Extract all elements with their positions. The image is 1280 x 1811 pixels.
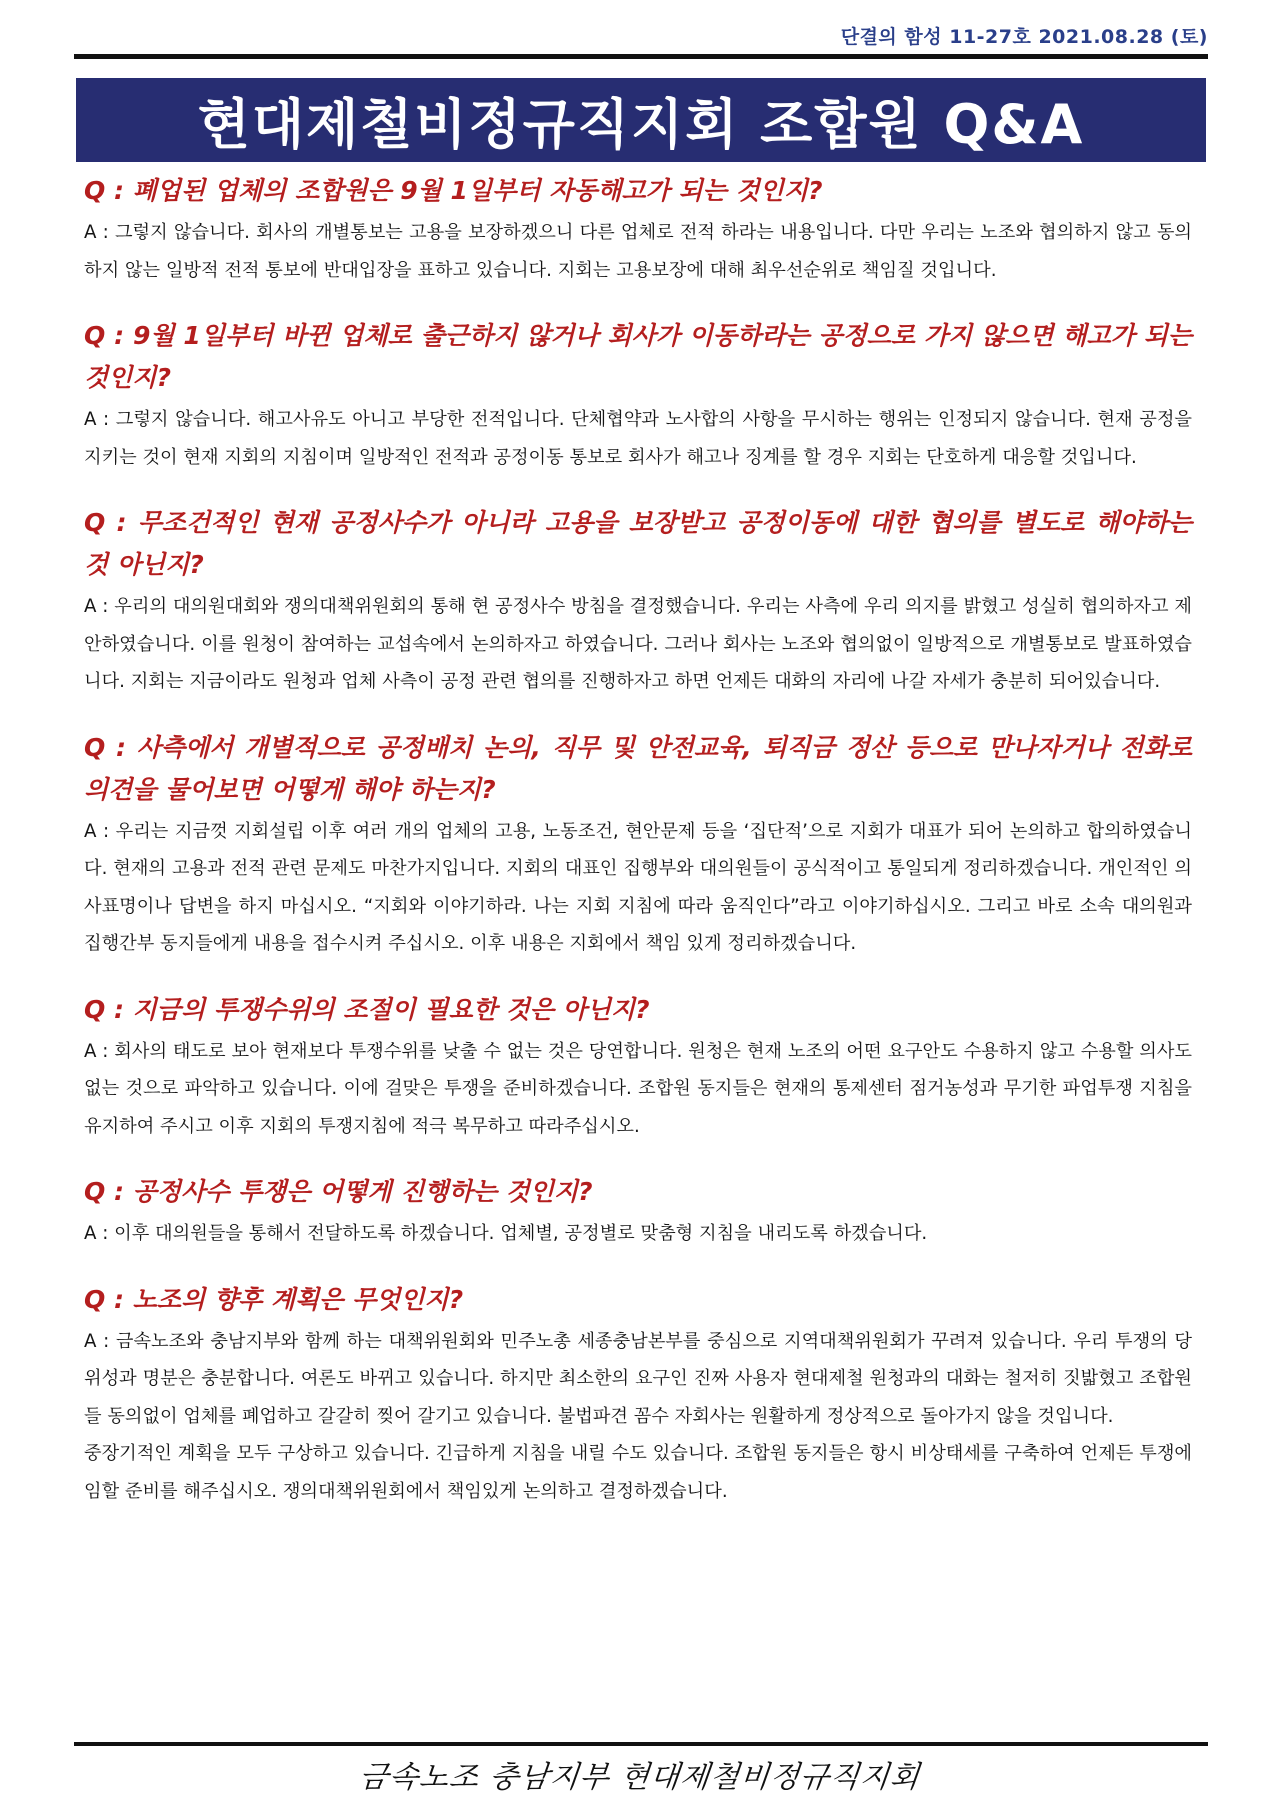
answer: A : 이후 대의원들을 통해서 전달하도록 하겠습니다. 업체별, 공정별로 맞춤형 지침을 내리도록 하겠습니다. xyxy=(84,1223,928,1244)
answer-continued: 중장기적인 계획을 모두 구상하고 있습니다. 긴급하게 지침을 내릴 수도 있습니다. 조합원 동지들은 항시 비상태세를 구축하여 언제든 투쟁에 임할 준비를 해주십시오. 쟁의대책위원회에서 책임있게 논의하고 결정하겠습니다. xyxy=(84,1443,1192,1502)
answer: A : 우리는 지금껏 지회설립 이후 여러 개의 업체의 고용, 노동조건, 현안문제 등을 ‘집단적’으로 지회가 대표가 되어 논의하고 합의하였습니다. 현재의 고용과 전적 관련 문제도 마찬가지입니다. 지회의 대표인 집행부와 대의원들이 공식적이고 통일되게 정리하겠습니다. 개인적인 의사표명이나 답변을 하지 마십시오. “지회와 이야기하라. 나는 지회 지침에 따라 움직인다”라고 이야기하십시오. 그리고 바로 소속 대의원과 집행간부 동지들에게 내용을 접수시켜 주십시오. 이후 내용은 지회에서 책임 있게 정리하겠습니다. xyxy=(84,820,1192,954)
qa-item xyxy=(84,989,1192,1146)
qa-item xyxy=(84,1171,1192,1253)
qa-item xyxy=(84,1279,1192,1511)
answer: A : 금속노조와 충남지부와 함께 하는 대책위원회와 민주노총 세종충남본부를 중심으로 지역대책위원회가 꾸려져 있습니다. 우리 투쟁의 당위성과 명분은 충분합니다. 여론도 바뀌고 있습니다. 하지만 최소한의 요구인 진짜 사용자 현대제철 원청과의 대화는 철저히 짓밟혔고 조합원들 동의없이 업체를 폐업하고 갈갈히 찢어 갈기고 있습니다. 불법파견 꼼수 자회사는 원활하게 정상적으로 돌아가지 않을 것입니다. xyxy=(84,1330,1192,1427)
question: Q : 노조의 향후 계획은 무엇인지? xyxy=(84,1284,464,1314)
issue-line: 단결의 함성 11-27호 2021.08.28 (토) xyxy=(840,26,1208,48)
qa-list xyxy=(84,170,1192,1536)
question: Q : 공정사수 투쟁은 어떻게 진행하는 것인지? xyxy=(84,1177,593,1206)
question: Q : 지금의 투쟁수위의 조절이 필요한 것은 아닌지? xyxy=(84,994,650,1024)
qa-item xyxy=(84,170,1192,289)
question: Q : 무조건적인 현재 공정사수가 아니라 고용을 보장받고 공정이동에 대한 협의를 별도로 해야하는 것 아닌지? xyxy=(84,508,1192,579)
question: Q : 9월 1일부터 바뀐 업체로 출근하지 않거나 회사가 이동하라는 공정으로 가지 않으면 해고가 되는 것인지? xyxy=(84,321,1192,392)
union-signature: 금속노조 충남지부 현대제철비정규직지회 xyxy=(357,1760,922,1795)
title-banner xyxy=(76,78,1206,162)
top-rule xyxy=(74,54,1208,59)
answer: A : 우리의 대의원대회와 쟁의대책위원회의 통해 현 공정사수 방침을 결정했습니다. 우리는 사측에 우리 의지를 밝혔고 성실히 협의하자고 제안하였습니다. 이를 원청이 참여하는 교섭속에서 논의하자고 하였습니다. 그러나 회사는 노조와 협의없이 일방적으로 개별통보로 발표하였습니다. 지회는 지금이라도 원청과 업체 사측이 공정 관련 협의를 진행하자고 하면 언제든 대화의 자리에 나갈 자세가 충분히 되어있습니다. xyxy=(84,596,1192,692)
bottom-rule xyxy=(74,1742,1208,1746)
answer: A : 그렇지 않습니다. 회사의 개별통보는 고용을 보장하겠으니 다른 업체로 전적 하라는 내용입니다. 다만 우리는 노조와 협의하지 않고 동의하지 않는 일방적 전적 통보에 반대입장을 표하고 있습니다. 지회는 고용보장에 대해 최우선순위로 책임질 것입니다. xyxy=(84,222,1192,281)
qa-item xyxy=(84,727,1192,963)
qa-item xyxy=(84,502,1192,701)
qa-item xyxy=(84,315,1192,476)
answer: A : 회사의 태도로 보아 현재보다 투쟁수위를 낮출 수 없는 것은 당연합니다. 원청은 현재 노조의 어떤 요구안도 수용하지 않고 수용할 의사도 없는 것으로 파악하고 있습니다. 이에 걸맞은 투쟁을 준비하겠습니다. 조합원 동지들은 현재의 통제센터 점거농성과 무기한 파업투쟁 지침을 유지하여 주시고 이후 지회의 투쟁지침에 적극 복무하고 따라주십시오. xyxy=(84,1040,1192,1137)
question: Q : 폐업된 업체의 조합원은 9월 1일부터 자동해고가 되는 것인지? xyxy=(84,176,823,205)
answer: A : 그렇지 않습니다. 해고사유도 아니고 부당한 전적입니다. 단체협약과 노사합의 사항을 무시하는 행위는 인정되지 않습니다. 현재 공정을 지키는 것이 현재 지회의 지침이며 일방적인 전적과 공정이동 통보로 회사가 해고나 징계를 할 경우 지회는 단호하게 대응할 것입니다. xyxy=(84,409,1192,468)
page-title: 현대제철비정규직지회 조합원 Q&A xyxy=(197,92,1085,156)
question: Q : 사측에서 개별적으로 공정배치 논의, 직무 및 안전교육, 퇴직금 정산 등으로 만나자거나 전화로 의견을 물어보면 어떻게 해야 하는지? xyxy=(84,732,1192,804)
